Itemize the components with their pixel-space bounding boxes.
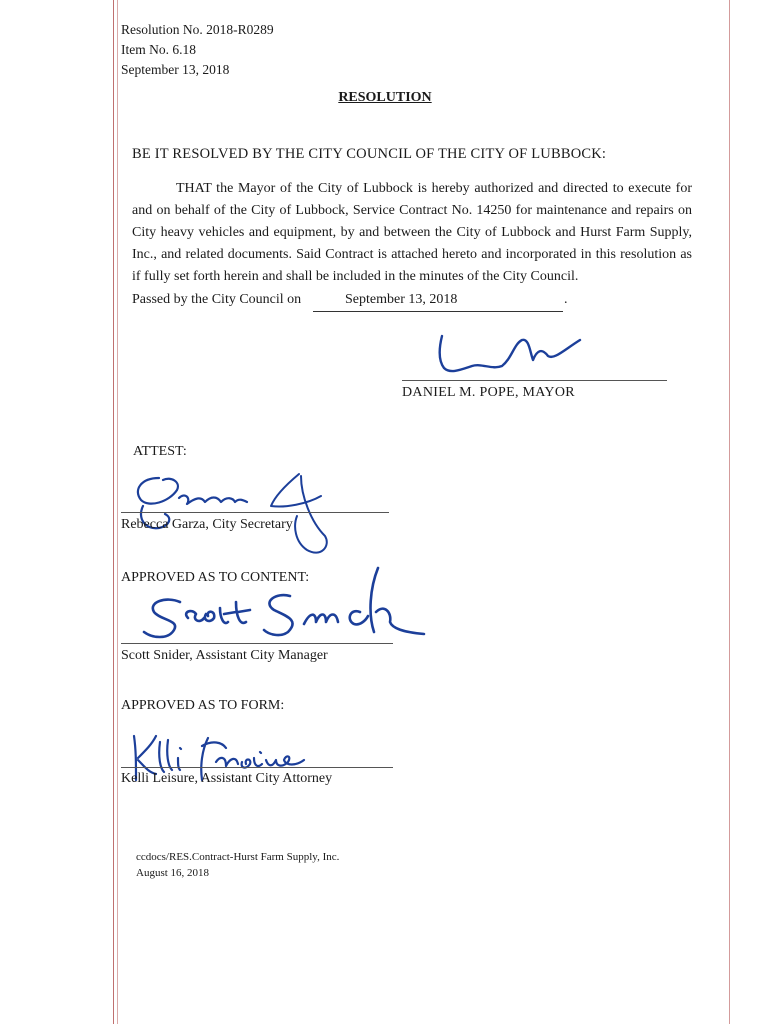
mayor-signature (430, 330, 590, 378)
footer-file-path: ccdocs/RES.Contract-Hurst Farm Supply, Inc. (136, 851, 340, 863)
attorney-name: Kelli Leisure, Assistant City Attorney (121, 771, 333, 786)
item-number: Item No. 6.18 (121, 42, 196, 57)
resolution-number: Resolution No. 2018-R0289 (121, 22, 274, 37)
manager-name: Scott Snider, Assistant City Manager (121, 648, 328, 663)
document-title: RESOLUTION (338, 90, 432, 105)
passed-period: . (564, 292, 568, 307)
secretary-signature-line (121, 512, 389, 513)
attorney-signature-line (121, 767, 393, 768)
approved-form-label: APPROVED AS TO FORM: (121, 698, 285, 713)
attest-label: ATTEST: (133, 444, 187, 459)
footer-date: August 16, 2018 (136, 867, 210, 879)
manager-signature-line (121, 643, 393, 644)
passed-label: Passed by the City Council on (132, 292, 302, 307)
mayor-signature-line (402, 380, 667, 381)
passed-date: September 13, 2018 (313, 292, 563, 312)
approved-content-label: APPROVED AS TO CONTENT: (121, 570, 310, 585)
secretary-name: Rebecca Garza, City Secretary (121, 517, 293, 532)
mayor-name: DANIEL M. POPE, MAYOR (402, 385, 575, 400)
manager-signature (140, 562, 430, 648)
header-date: September 13, 2018 (121, 62, 230, 77)
resolved-clause: BE IT RESOLVED BY THE CITY COUNCIL OF THE CITY OF LUBBOCK: (132, 146, 607, 162)
resolution-body: THAT the Mayor of the City of Lubbock is hereby authorized and directed to execute for and on behalf of the City of Lubbock, Service Contract No. 14250 for maintenance and repairs on City heavy vehicles and equipment, by and between the City of Lubbock and Hurst Farm Supply, Inc., and related documents. Said Contract is attached hereto and incorporated in this resolution as if fully set forth herein and shall be included in the minutes of the City Council. (132, 181, 692, 284)
